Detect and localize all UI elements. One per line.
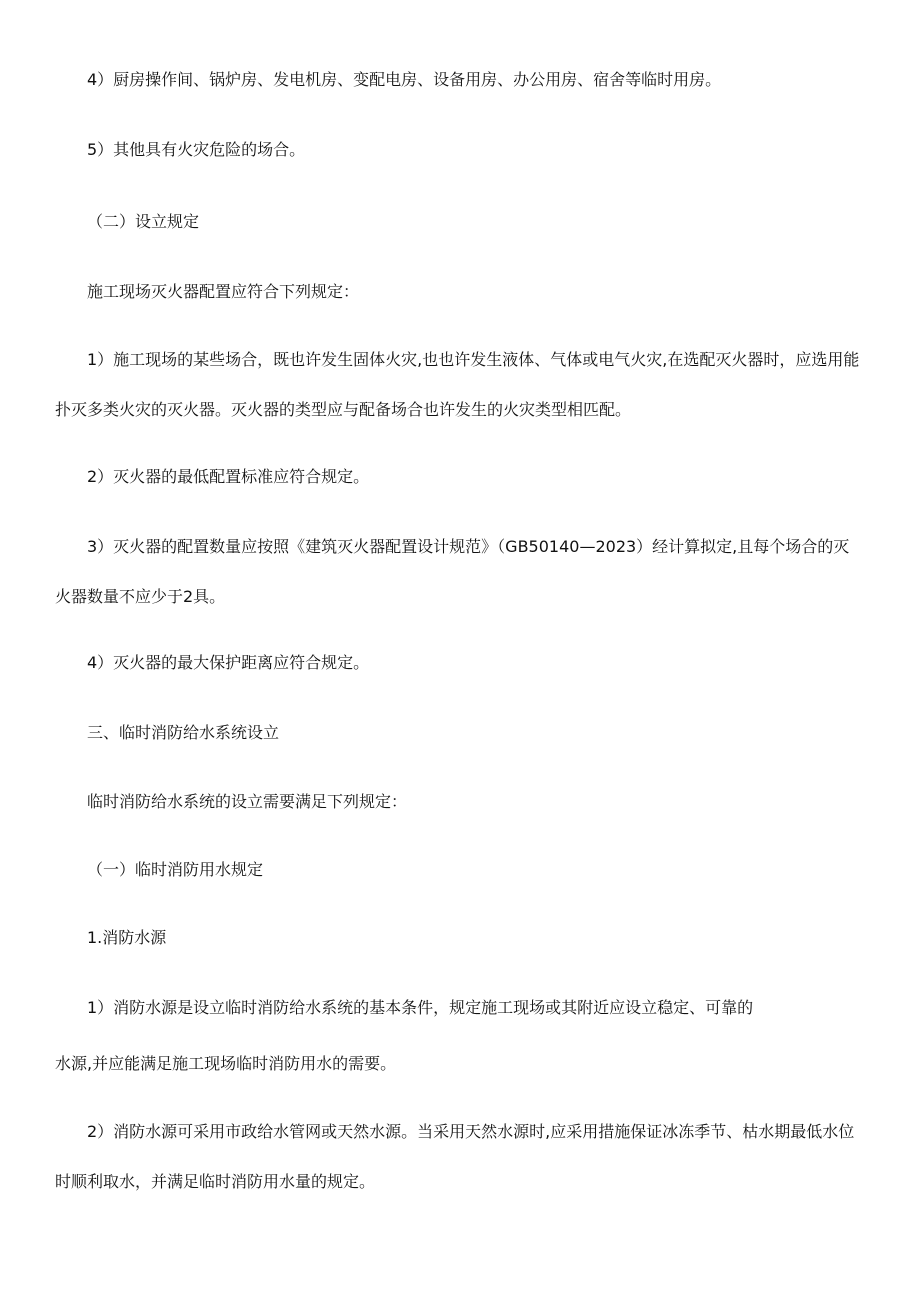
paragraph-extinguisher-rule-2: 2）灭火器的最低配置标准应符合规定。 — [87, 467, 370, 486]
paragraph-water-source-1b: 水源,并应能满足施工现场临时消防用水的需要。 — [55, 1054, 397, 1073]
heading-temp-water-rules: （一）临时消防用水规定 — [87, 860, 264, 879]
paragraph-temp-rooms: 4）厨房操作间、锅炉房、发电机房、变配电房、设备用房、办公用房、宿舍等临时用房。 — [87, 70, 722, 89]
paragraph-water-source-1a: 1）消防水源是设立临时消防给水系统的基本条件，规定施工现场或其附近应设立稳定、可靠的 — [87, 998, 754, 1017]
heading-water-source: 1.消防水源 — [87, 928, 167, 947]
paragraph-water-source-2: 2）消防水源可采用市政给水管网或天然水源。当采用天然水源时,应采用措施保证冰冻季节、枯水期最低水位时顺利取水，并满足临时消防用水量的规定。 — [55, 1122, 855, 1191]
paragraph-other-fire-risk: 5）其他具有火灾危险的场合。 — [87, 140, 306, 159]
paragraph-extinguisher-intro: 施工现场灭火器配置应符合下列规定： — [87, 282, 360, 301]
paragraph-extinguisher-rule-4: 4）灭火器的最大保护距离应符合规定。 — [87, 653, 370, 672]
heading-temp-water-system: 三、临时消防给水系统设立 — [87, 723, 280, 742]
heading-setup-rules: （二）设立规定 — [87, 212, 200, 231]
paragraph-water-system-intro: 临时消防给水系统的设立需要满足下列规定： — [87, 792, 408, 811]
paragraph-extinguisher-rule-3: 3）灭火器的配置数量应按照《建筑灭火器配置设计规范》（GB50140—2023）经计算拟定,且每个场合的灭火器数量不应少于2具。 — [55, 537, 850, 606]
paragraph-extinguisher-rule-1: 1）施工现场的某些场合，既也许发生固体火灾,也也许发生液体、气体或电气火灾,在选配灭火器时，应选用能扑灭多类火灾的灭火器。灭火器的类型应与配备场合也许发生的火灾类型相匹配。 — [55, 350, 860, 419]
